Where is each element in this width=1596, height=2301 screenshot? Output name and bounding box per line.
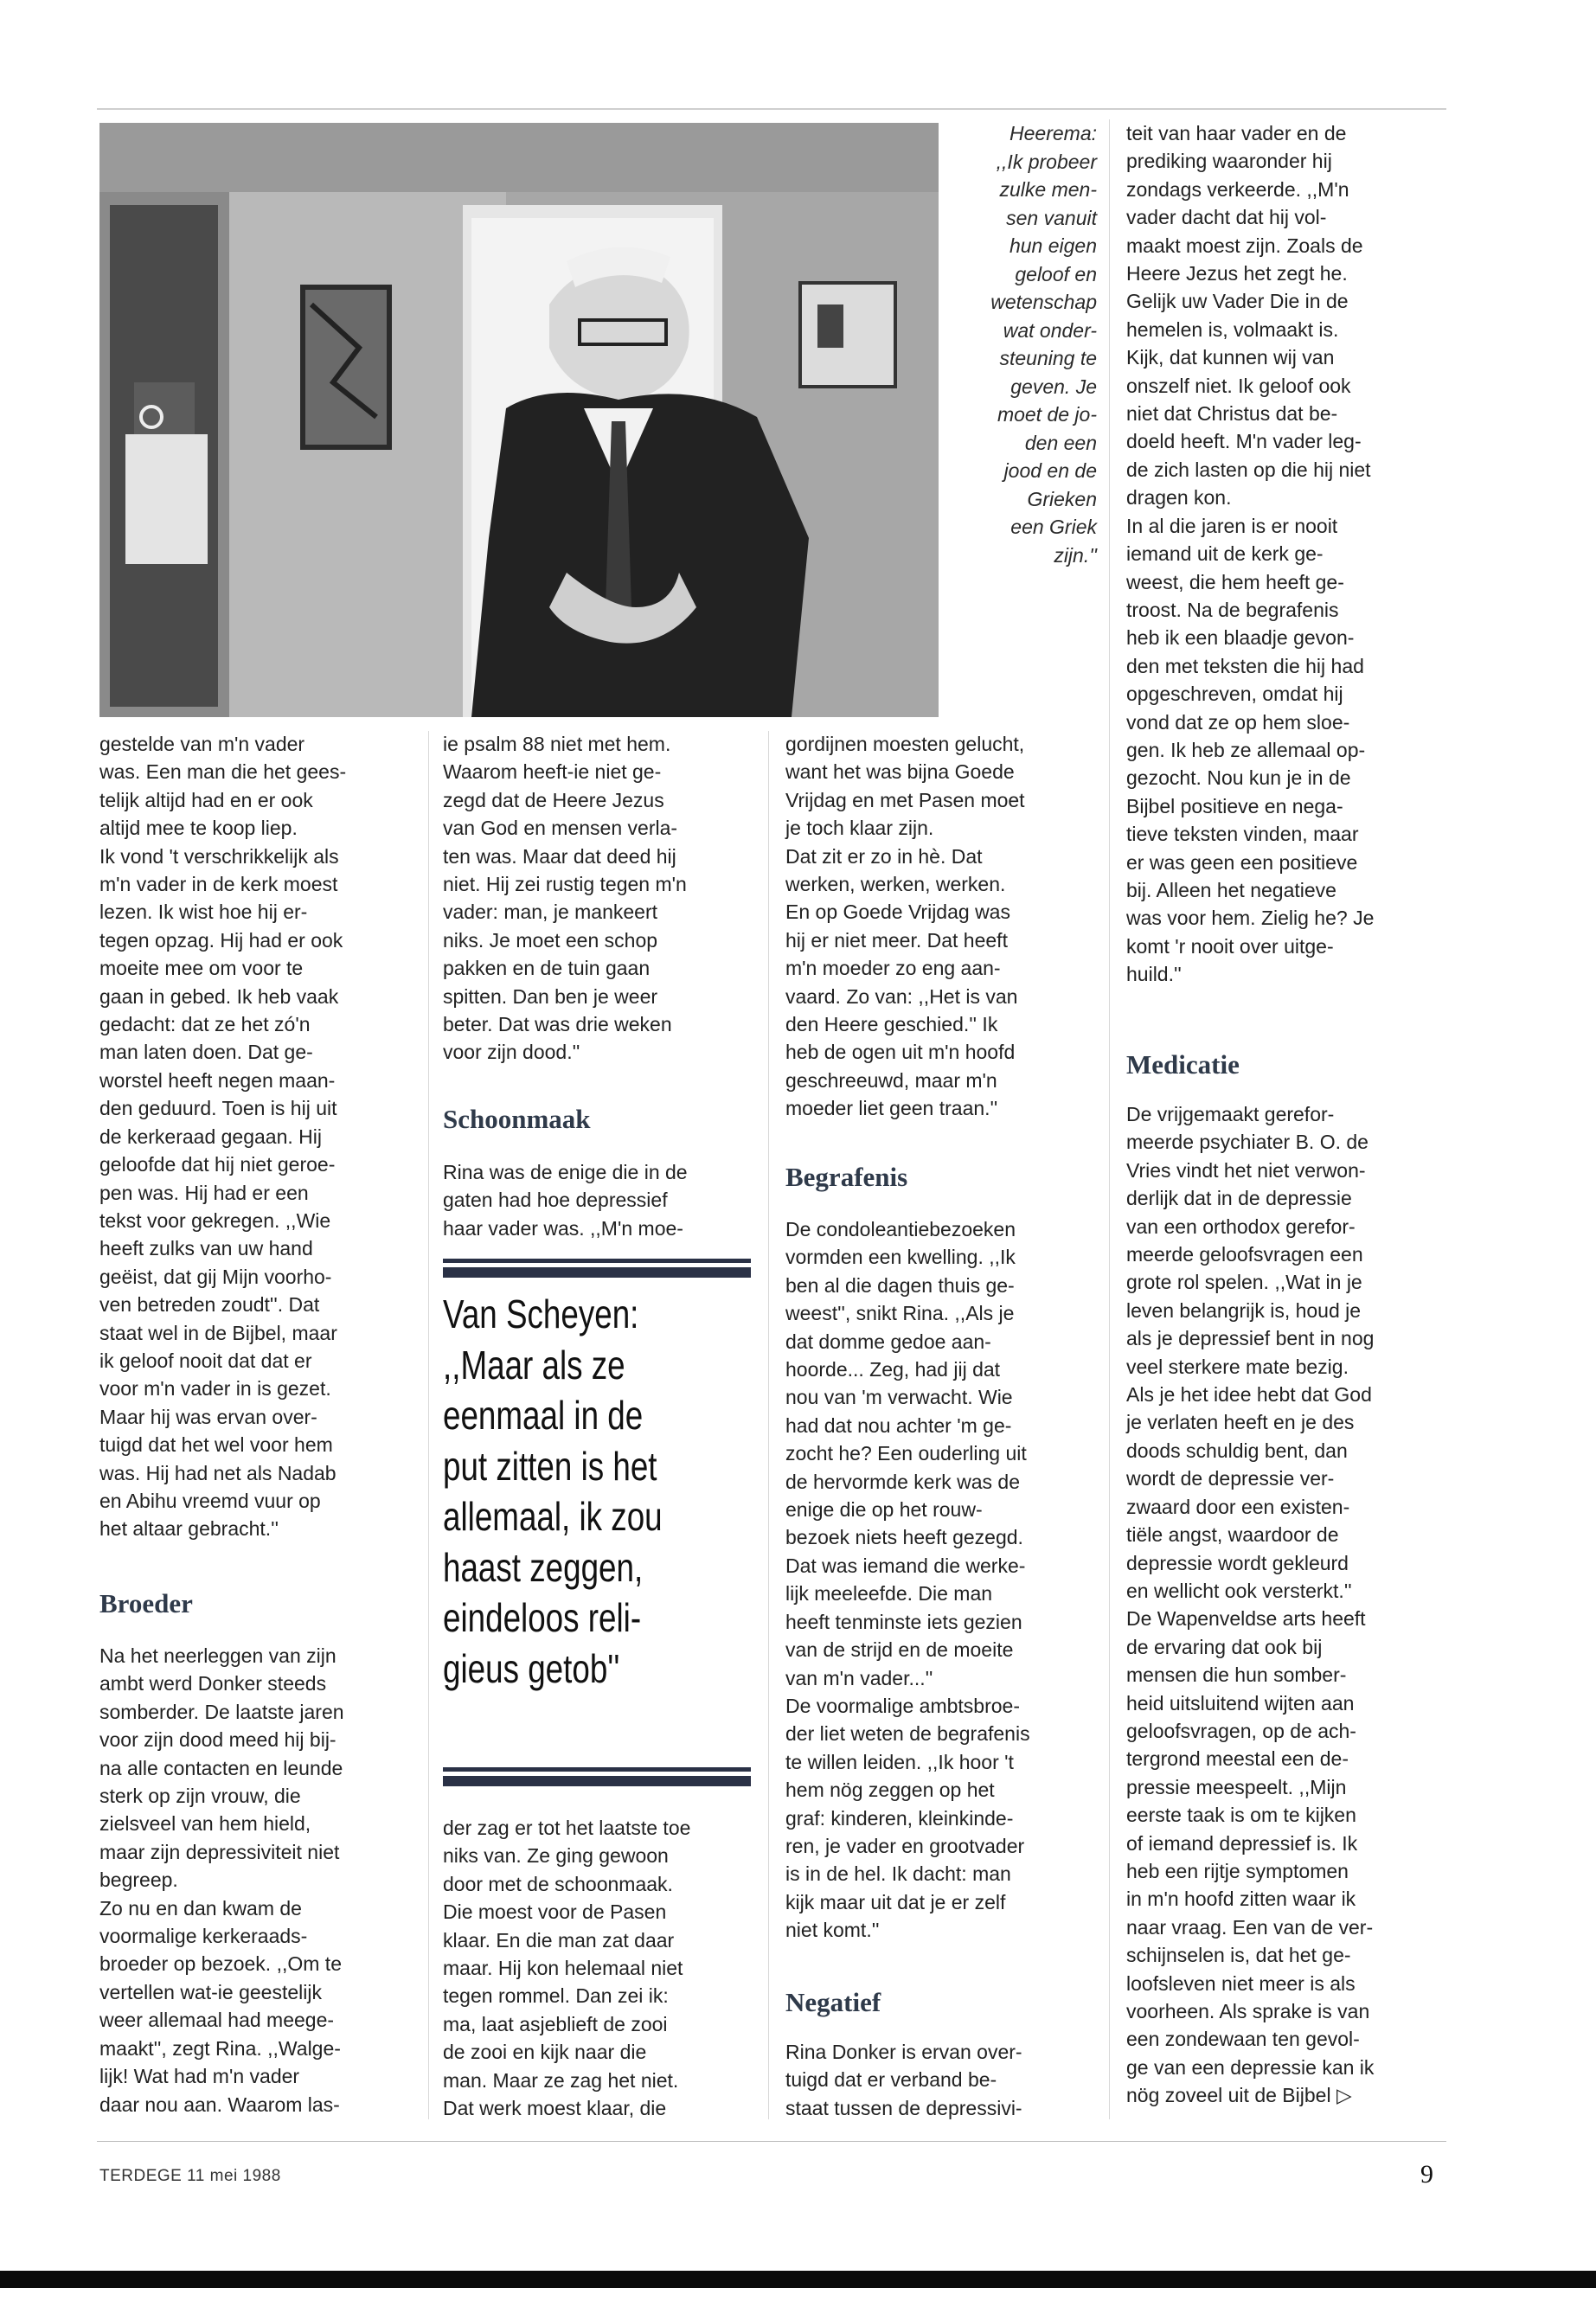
text-line: Vries vindt het niet verwon- <box>1126 1158 1366 1182</box>
text-line: voor zijn dood.'' <box>443 1041 580 1064</box>
text-line: geschreeuwd, maar m'n <box>785 1068 997 1092</box>
text-line: beter. Dat was drie weken <box>443 1013 672 1036</box>
column-4-body-top <box>1126 119 1446 989</box>
text-line: de hervormde kerk was de <box>785 1470 1021 1493</box>
text-line: meerde geloofsvragen een <box>1126 1243 1363 1266</box>
caption-line: wetenschap <box>990 291 1097 313</box>
text-line: had dat nou achter 'm ge- <box>785 1413 1012 1437</box>
text-line: veel sterkere mate bezig. <box>1126 1355 1349 1378</box>
pullquote-line: allemaal, ik zou <box>443 1494 663 1539</box>
caption-line: geven. Je <box>1010 375 1097 398</box>
text-line: ten was. Maar dat deed hij <box>443 844 676 868</box>
text-line: maar. Hij kon helemaal niet <box>443 1957 683 1980</box>
text-line: leven belangrijk is, houd je <box>1126 1298 1362 1322</box>
text-line: lijk meeleefde. Die man <box>785 1582 993 1606</box>
text-line: te willen leiden. ,,Ik hoor 't <box>785 1750 1014 1773</box>
text-line: pen was. Hij had er een <box>99 1181 309 1204</box>
column-1-body-top <box>99 730 415 1543</box>
text-line: niet dat Christus dat be- <box>1126 402 1338 426</box>
text-line: De condoleantiebezoeken <box>785 1218 1016 1240</box>
text-line: ambt werd Donker steeds <box>99 1672 327 1695</box>
pullquote-line: put zitten is het <box>443 1443 657 1489</box>
text-line: Ik vond 't verschrikkelijk als <box>99 844 339 868</box>
text-line: broeder op bezoek. ,,Om te <box>99 1952 342 1976</box>
text-line: der zag er tot het laatste toe <box>443 1817 691 1839</box>
photo-caption <box>950 119 1097 569</box>
page-number: 9 <box>1420 2160 1433 2189</box>
text-line: Waarom heeft-ie niet ge- <box>443 760 662 784</box>
text-line: ren, je vader en grootvader <box>785 1834 1025 1857</box>
text-line: geloofde dat hij niet geroe- <box>99 1153 336 1176</box>
text-line: geëist, dat gij Mijn voorho- <box>99 1265 332 1288</box>
text-line: maakt'', zegt Rina. ,,Walge- <box>99 2036 341 2060</box>
text-line: weest'', snikt Rina. ,,Als je <box>785 1302 1015 1325</box>
text-line: want het was bijna Goede <box>785 760 1015 784</box>
caption-line: jood en de <box>1003 459 1097 482</box>
text-line: de zooi en kijk naar die <box>443 2041 647 2064</box>
text-line: Dat was iemand die werke- <box>785 1554 1026 1577</box>
text-line: schijnselen is, dat het ge- <box>1126 1944 1351 1967</box>
text-line: zwaard door een existen- <box>1126 1495 1350 1518</box>
text-line: ik geloof nooit dat dat er <box>99 1349 312 1372</box>
text-line: je toch klaar zijn. <box>785 817 934 840</box>
pullquote-line: eenmaal in de <box>443 1393 644 1438</box>
text-line: niks. Je moet een schop <box>443 928 658 952</box>
text-line: onszelf niet. Ik geloof ook <box>1126 374 1351 397</box>
text-line: als je depressief bent in nog <box>1126 1327 1375 1350</box>
text-line: haar vader was. ,,M'n moe- <box>443 1216 683 1240</box>
text-line: Zo nu en dan kwam de <box>99 1896 302 1920</box>
text-line: in m'n hoofd zitten waar ik <box>1126 1888 1356 1911</box>
text-line: Als je het idee hebt dat God <box>1126 1383 1372 1407</box>
column-2-body-bottom <box>443 1814 759 2122</box>
pullquote-line: ,,Maar als ze <box>443 1342 625 1388</box>
text-line: voorheen. Als sprake is van <box>1126 2000 1370 2022</box>
caption-line: den een <box>1024 431 1097 454</box>
text-line: de zich lasten op die hij niet <box>1126 458 1371 481</box>
text-line: depressie wordt gekleurd <box>1126 1551 1349 1574</box>
text-line: lezen. Ik wist hoe hij er- <box>99 901 308 924</box>
text-line: staat wel in de Bijbel, maar <box>99 1321 337 1344</box>
text-line: loofsleven niet meer is als <box>1126 1971 1356 1995</box>
text-line: ben al die dagen thuis ge- <box>785 1273 1015 1297</box>
pullquote-line: eindeloos reli- <box>443 1595 642 1640</box>
text-line: tekst voor gekregen. ,,Wie <box>99 1208 331 1232</box>
text-line: vader dacht dat hij vol- <box>1126 206 1327 229</box>
heading-begrafenis: Begrafenis <box>785 1162 908 1192</box>
text-line: De voormalige ambtsbroe- <box>785 1694 1021 1717</box>
text-line: de kerkeraad gegaan. Hij <box>99 1125 322 1148</box>
text-line: en Abihu vreemd vuur op <box>99 1489 321 1512</box>
text-line: meerde psychiater B. O. de <box>1126 1131 1368 1154</box>
text-line: ie psalm 88 niet met hem. <box>443 733 671 755</box>
text-line: zondags verkeerde. ,,M'n <box>1126 177 1349 201</box>
text-line: eerste taak is om te kijken <box>1126 1804 1356 1827</box>
text-line: ma, laat asjeblieft de zooi <box>443 2012 668 2035</box>
text-line: was. Hij had net als Nadab <box>99 1461 337 1484</box>
text-line: Rina Donker is ervan over- <box>785 2041 1022 2063</box>
heading-negatief: Negatief <box>785 1987 881 2017</box>
caption-line: sen vanuit <box>1006 206 1097 229</box>
text-line: somberder. De laatste jaren <box>99 1700 344 1723</box>
text-line: tieve teksten vinden, maar <box>1126 823 1359 846</box>
text-line: enige die op het rouw- <box>785 1498 983 1522</box>
text-line: De vrijgemaakt gerefor- <box>1126 1103 1335 1125</box>
text-line: teit van haar vader en de <box>1126 122 1347 144</box>
text-line: gaan in gebed. Ik heb vaak <box>99 984 339 1008</box>
top-rule <box>97 108 1446 110</box>
text-line: der liet weten de begrafenis <box>785 1722 1030 1746</box>
text-line: gen. Ik heb ze allemaal op- <box>1126 738 1366 761</box>
text-line: prediking waaronder hij <box>1126 150 1332 173</box>
text-line: wordt de depressie ver- <box>1126 1467 1335 1490</box>
text-line: huild.'' <box>1126 963 1182 986</box>
text-line: heeft tenminste iets gezien <box>785 1610 1022 1633</box>
text-line: man. Maar ze zag het niet. <box>443 2068 679 2092</box>
text-line: tuigd dat er verband be- <box>785 2068 997 2092</box>
pullquote-bar-top <box>443 1259 751 1278</box>
text-line: heeft zulks van uw hand <box>99 1237 313 1260</box>
photo-illustration <box>99 123 939 717</box>
text-line: vormden een kwelling. ,,Ik <box>785 1246 1016 1269</box>
text-line: De Wapenveldse arts heeft <box>1126 1607 1366 1631</box>
caption-line: hun eigen <box>1009 234 1097 257</box>
text-line: kijk maar uit dat je er zelf <box>785 1890 1006 1913</box>
caption-line: Heerema: <box>1010 122 1097 144</box>
text-line: Dat zit er zo in hè. Dat <box>785 844 983 868</box>
text-line: doeld heeft. M'n vader leg- <box>1126 430 1362 453</box>
pullquote-line: gieus getob'' <box>443 1645 620 1691</box>
heading-medicatie: Medicatie <box>1126 1049 1240 1080</box>
caption-line: een Griek <box>1010 516 1097 538</box>
text-line: zocht he? Een ouderling uit <box>785 1442 1027 1465</box>
text-line: en wellicht ook versterkt.'' <box>1126 1579 1352 1602</box>
column-divider <box>428 731 429 2119</box>
text-line: iemand uit de kerk ge- <box>1126 542 1324 566</box>
text-line: weer allemaal had meege- <box>99 2009 335 2032</box>
text-line: m'n vader in de kerk moest <box>99 873 338 896</box>
text-line: den met teksten die hij had <box>1126 654 1364 677</box>
pullquote-line: haast zeggen, <box>443 1544 644 1590</box>
text-line: naar vraag. Een van de ver- <box>1126 1915 1374 1939</box>
text-line: begreep. <box>99 1868 178 1892</box>
text-line: pakken en de tuin gaan <box>443 957 651 980</box>
text-line: niks van. Ze ging gewoon <box>443 1844 669 1868</box>
text-line: sterk op zijn vrouw, die <box>99 1785 301 1808</box>
text-line: tegen opzag. Hij had er ook <box>99 928 343 952</box>
text-line: vond dat ze op hem sloe- <box>1126 710 1350 734</box>
text-line: Na het neerleggen van zijn <box>99 1644 337 1667</box>
text-line: bij. Alleen het negatieve <box>1126 878 1336 901</box>
text-line: tiële angst, waardoor de <box>1126 1523 1339 1547</box>
text-line: tuigd dat het wel voor hem <box>99 1433 333 1457</box>
column-4-body-bottom <box>1126 1100 1446 2110</box>
text-line: een zondewaan ten gevol- <box>1126 2028 1360 2051</box>
column-divider <box>768 731 769 2119</box>
text-line: Dat werk moest klaar, die <box>443 2097 667 2120</box>
text-line: dat domme gedoe aan- <box>785 1330 991 1353</box>
text-line: was. Een man die het gees- <box>99 760 347 784</box>
text-line: of iemand depressief is. Ik <box>1126 1831 1358 1855</box>
column-divider <box>1109 119 1110 2119</box>
text-line: heb ik een blaadje gevon- <box>1126 626 1355 650</box>
text-line: klaar. En die man zat daar <box>443 1928 675 1952</box>
text-line: werken, werken, werken. <box>785 873 1006 896</box>
text-line: vader: man, je mankeert <box>443 901 658 924</box>
portrait-photo <box>99 123 939 717</box>
text-line: tergrond meestal een de- <box>1126 1747 1349 1771</box>
text-line: Die moest voor de Pasen <box>443 1900 667 1924</box>
text-line: niet komt.'' <box>785 1919 880 1942</box>
text-line: het altaar gebracht.'' <box>99 1517 279 1541</box>
text-line: heb de ogen uit m'n hoofd <box>785 1041 1016 1064</box>
text-line: Bijbel positieve en nega- <box>1126 794 1343 817</box>
text-line: voormalige kerkeraads- <box>99 1925 308 1948</box>
text-line: door met de schoonmaak. <box>443 1872 673 1895</box>
text-line: In al die jaren is er nooit <box>1126 514 1338 537</box>
text-line: zegd dat de Heere Jezus <box>443 788 664 811</box>
text-line: lijk! Wat had m'n vader <box>99 2065 300 2088</box>
footer-rule <box>97 2141 1446 2142</box>
text-line: ven betreden zoudt''. Dat <box>99 1293 320 1317</box>
text-line: van een orthodox gerefor- <box>1126 1215 1356 1238</box>
text-line: opgeschreven, omdat hij <box>1126 683 1343 706</box>
text-line: moeder liet geen traan.'' <box>785 1097 998 1120</box>
caption-line: wat onder- <box>1003 318 1097 342</box>
caption-line: steuning te <box>999 347 1097 369</box>
text-line: Vrijdag en met Pasen moet <box>785 788 1025 811</box>
text-line: daar nou aan. Waarom las- <box>99 2093 340 2116</box>
caption-line: moet de jo- <box>997 403 1097 426</box>
caption-line: zulke men- <box>999 178 1097 201</box>
text-line: van m'n vader...'' <box>785 1666 933 1689</box>
text-line: den geduurd. Toen is hij uit <box>99 1097 337 1120</box>
text-line: hemelen is, volmaakt is. <box>1126 317 1339 341</box>
column-2-body-top <box>443 730 759 1067</box>
column-3-body-top <box>785 730 1101 1123</box>
scan-edge-bar <box>0 2271 1596 2288</box>
text-line: vertellen wat-ie geestelijk <box>99 1980 322 2003</box>
text-line: moeite mee om voor te <box>99 957 304 980</box>
text-line: gestelde van m'n vader <box>99 733 305 755</box>
text-line: Gelijk uw Vader Die in de <box>1126 290 1349 313</box>
text-line: staat tussen de depressivi- <box>785 2096 1022 2119</box>
caption-line: Grieken <box>1027 487 1097 510</box>
text-line: maar zijn depressiviteit niet <box>99 1840 340 1863</box>
text-line: maakt moest zijn. Zoals de <box>1126 234 1363 257</box>
text-line: worstel heeft negen maan- <box>99 1068 336 1092</box>
text-line: je verlaten heeft en je des <box>1126 1411 1355 1434</box>
text-line: voor zijn dood meed hij bij- <box>99 1728 337 1752</box>
text-line: gordijnen moesten gelucht, <box>785 733 1025 755</box>
text-line: is in de hel. Ik dacht: man <box>785 1862 1011 1886</box>
text-line: was voor hem. Zielig he? Je <box>1126 907 1375 930</box>
text-line: gedacht: dat ze het zó'n <box>99 1013 311 1036</box>
pullquote-bar-bottom <box>443 1767 751 1786</box>
text-line: hij er niet meer. Dat heeft <box>785 928 1008 952</box>
text-line: altijd mee te koop liep. <box>99 817 298 840</box>
caption-line: zijn.'' <box>1054 543 1097 567</box>
text-line: geloofsvragen, op de ach- <box>1126 1719 1356 1742</box>
text-line: gaten had hoe depressief <box>443 1189 668 1212</box>
text-line: troost. Na de begrafenis <box>1126 598 1339 621</box>
text-line: niet. Hij zei rustig tegen m'n <box>443 873 687 896</box>
text-line: telijk altijd had en er ook <box>99 788 313 811</box>
text-line: weest, die hem heeft ge- <box>1126 570 1344 593</box>
text-line: derlijk dat in de depressie <box>1126 1187 1352 1210</box>
text-line: Heere Jezus het zegt he. <box>1126 262 1348 285</box>
heading-broeder: Broeder <box>99 1588 193 1618</box>
text-line: nög zoveel uit de Bijbel ▷ <box>1126 2084 1352 2107</box>
caption-line: geloof en <box>1015 262 1097 285</box>
text-line: hoorde... Zeg, had jij dat <box>785 1358 1001 1381</box>
text-line: Maar hij was ervan over- <box>99 1405 317 1428</box>
text-line: de ervaring dat ook bij <box>1126 1635 1323 1658</box>
text-line: gezocht. Nou kun je in de <box>1126 766 1351 790</box>
text-line: dragen kon. <box>1126 486 1232 510</box>
text-line: van God en mensen verla- <box>443 817 678 840</box>
text-line: komt 'r nooit over uitge- <box>1126 934 1334 958</box>
column-3-body-middle <box>785 1215 1101 1945</box>
text-line: vaard. Zo van: ,,Het is van <box>785 984 1018 1008</box>
footer-publication: TERDEGE 11 mei 1988 <box>99 2167 281 2185</box>
text-line: voor m'n vader in is gezet. <box>99 1377 331 1400</box>
text-line: tegen rommel. Dan zei ik: <box>443 1984 669 2008</box>
text-line: spitten. Dan ben je weer <box>443 984 658 1008</box>
text-line: ge van een depressie kan ik <box>1126 2055 1375 2079</box>
text-line: hem nög zeggen op het <box>785 1779 995 1802</box>
pullquote <box>443 1289 689 1694</box>
text-line: heid uitsluitend wijten aan <box>1126 1691 1355 1715</box>
column-3-body-bottom <box>785 2038 1101 2122</box>
text-line: na alle contacten en leunde <box>99 1756 343 1779</box>
text-line: bezoek niets heeft gezegd. <box>785 1526 1023 1549</box>
text-line: m'n moeder zo eng aan- <box>785 957 1001 980</box>
text-line: den Heere geschied.'' Ik <box>785 1013 998 1036</box>
text-line: Kijk, dat kunnen wij van <box>1126 346 1335 369</box>
text-line: grote rol spelen. ,,Wat in je <box>1126 1271 1362 1294</box>
text-line: man laten doen. Dat ge- <box>99 1041 313 1064</box>
text-line: nou van 'm verwacht. Wie <box>785 1386 1013 1409</box>
text-line: graf: kinderen, kleinkinde- <box>785 1806 1014 1830</box>
column-1-body-bottom <box>99 1642 415 2118</box>
text-line: er was geen een positieve <box>1126 850 1358 874</box>
column-2-body-middle <box>443 1158 759 1242</box>
pullquote-line: Van Scheyen: <box>443 1292 639 1336</box>
caption-line: ,,Ik probeer <box>996 150 1097 173</box>
text-line: pressie meespeelt. ,,Mijn <box>1126 1775 1347 1798</box>
text-line: mensen die hun somber- <box>1126 1663 1347 1687</box>
text-line: doods schuldig bent, dan <box>1126 1439 1348 1462</box>
text-line: van de strijd en de moeite <box>785 1638 1014 1662</box>
heading-schoonmaak: Schoonmaak <box>443 1104 591 1134</box>
text-line: zielsveel van hem hield, <box>99 1812 311 1836</box>
text-line: heb een rijtje symptomen <box>1126 1859 1349 1882</box>
text-line: En op Goede Vrijdag was <box>785 901 1010 924</box>
text-line: Rina was de enige die in de <box>443 1161 688 1183</box>
